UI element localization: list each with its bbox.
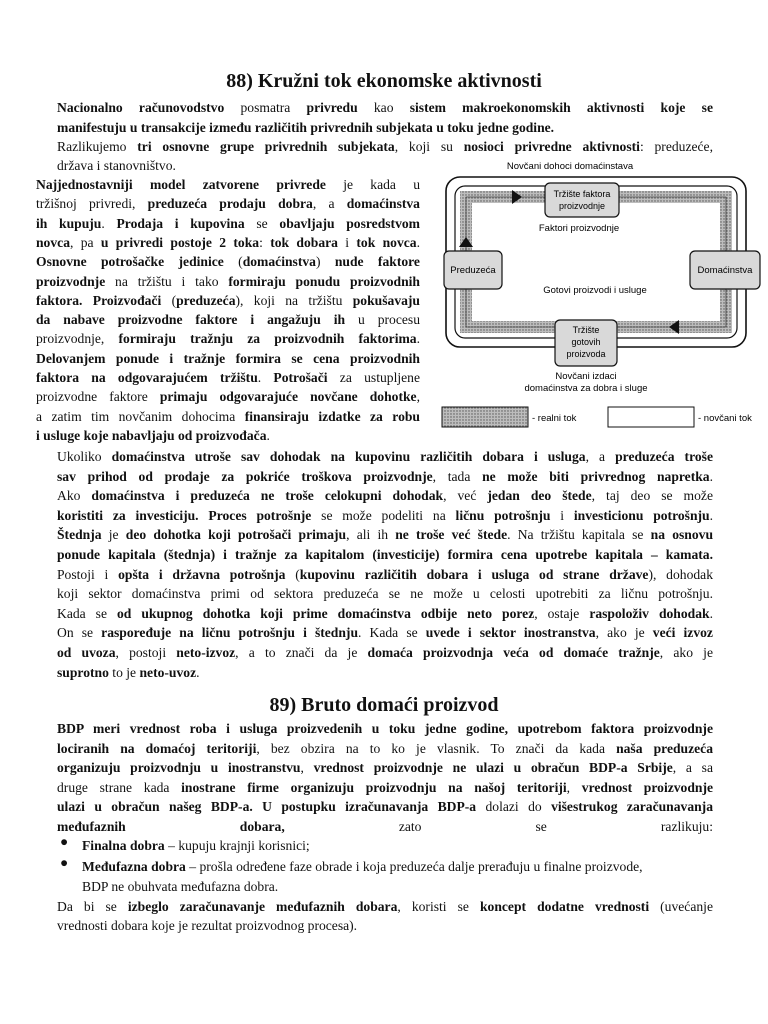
text-run: uvede i sektor inostranstva bbox=[425, 625, 596, 641]
text-run: na osnovu bbox=[650, 527, 714, 543]
text-run: ( bbox=[161, 292, 177, 308]
body-89-line bbox=[57, 739, 713, 759]
text-run: finansiraju izdatke za robu bbox=[244, 408, 420, 424]
text-run: , tada bbox=[432, 468, 483, 484]
left-col-line bbox=[36, 407, 420, 427]
left-col-line bbox=[36, 349, 420, 369]
text-run: investicionu potrošnju bbox=[573, 507, 710, 523]
text-run: ( bbox=[285, 566, 300, 582]
text-run: , bbox=[416, 389, 420, 405]
text-run: tok dobara bbox=[270, 234, 338, 250]
closing-line-1 bbox=[57, 897, 713, 917]
body-88-line bbox=[57, 604, 713, 624]
body-89-line bbox=[57, 778, 713, 798]
legend-money-label: - novčani tok bbox=[698, 413, 752, 424]
text-run: preduzeća troše bbox=[615, 449, 713, 464]
text-run: dolazi do bbox=[476, 799, 552, 814]
text-run: za ustupljene bbox=[327, 370, 420, 385]
text-run: međufaznih dobara, bbox=[57, 818, 285, 834]
left-col-line bbox=[36, 214, 420, 234]
text-run: višestrukog zaračunavanja bbox=[551, 799, 713, 814]
text-run: raspoređuje na ličnu potrošnju i štednju bbox=[101, 625, 359, 641]
text-run: BDP meri vrednost roba i usluga proizvedenih u toku jedne godine, upotrebom faktora proizvodnje bbox=[57, 721, 713, 736]
body-88-line bbox=[57, 486, 713, 506]
text-run: . bbox=[709, 605, 713, 621]
text-run: koji sektor domaćinstva primi od sektora preduzeća se ne može u celosti upotrebiti za ličnu potrošnju. bbox=[57, 586, 713, 602]
text-run: Delovanjem ponude i tražnje formira se cena proizvodnih bbox=[36, 350, 420, 366]
text-run: , a sa bbox=[672, 760, 713, 775]
left-col-line bbox=[36, 387, 420, 407]
goods-market-label-2: gotovih bbox=[571, 337, 601, 347]
text-run: lociranih na domaćoj teritoriji bbox=[57, 740, 257, 756]
text-run: kao bbox=[357, 100, 410, 115]
text-run: Prodaja i kupovina bbox=[116, 215, 245, 231]
text-run: organizuju proizvodnju u inostranstvu bbox=[57, 760, 301, 775]
text-run: manifestuju u transakcije između različitih privrednih subjekata u toku jedne godine. bbox=[57, 120, 555, 135]
factor-market-label-1: Tržište faktora bbox=[553, 189, 611, 199]
text-run: . bbox=[709, 507, 714, 523]
text-run: , koji su bbox=[394, 139, 464, 154]
text-run: ličnu potrošnju bbox=[455, 507, 551, 523]
text-run: , a bbox=[312, 196, 347, 212]
text-run: Međufazna dobra bbox=[82, 859, 186, 874]
left-col-line bbox=[36, 175, 420, 195]
text-run: to je bbox=[108, 664, 140, 680]
text-run: u privredi postoje 2 toka bbox=[100, 234, 260, 250]
text-run: suprotno bbox=[57, 664, 109, 680]
body-89-line bbox=[57, 817, 713, 837]
text-run: , ako je bbox=[595, 625, 653, 641]
text-run: preduzeća prodaju dobra bbox=[147, 196, 313, 212]
goods-market-label-3: proizvoda bbox=[566, 349, 606, 359]
text-run: Nacionalno računovodstvo bbox=[57, 100, 225, 115]
text-run: tržišnoj privredi, bbox=[36, 196, 148, 212]
text-run: ne troše već štede bbox=[395, 527, 508, 543]
text-run: privredu bbox=[306, 100, 358, 115]
text-run: obavljaju posredstvom bbox=[279, 215, 420, 231]
text-run: ih kupuju bbox=[36, 215, 102, 231]
text-run: nosioci privredne aktivnosti bbox=[463, 139, 640, 154]
text-run: , bez obzira na to ko je vlasnik. To znači da kada bbox=[256, 740, 617, 756]
text-run: . bbox=[101, 215, 117, 231]
text-run: preduzeća bbox=[176, 292, 236, 308]
text-run: , ako je bbox=[659, 645, 713, 660]
diagram-top-label: Novčani dohoci domaćinstava bbox=[506, 161, 634, 172]
text-run: sistem makroekonomskih aktivnosti koje se bbox=[409, 100, 713, 115]
text-run: . bbox=[196, 664, 200, 680]
text-run: Razlikujemo bbox=[57, 139, 138, 154]
text-run: naša preduzeća bbox=[616, 740, 713, 756]
text-run: ), koji na tržištu bbox=[235, 292, 353, 308]
text-run: deo dohotka koji potrošači primaju bbox=[125, 527, 347, 543]
text-run: , koristi se bbox=[397, 899, 480, 914]
text-run: od ukupnog dohotka koji prime domaćinstva odbije neto porez bbox=[116, 605, 535, 621]
text-run: raspoloživ dohodak bbox=[589, 605, 710, 621]
text-run: faktora na odgovarajućem tržištu bbox=[36, 370, 258, 385]
text-run: ), dohodak bbox=[648, 566, 713, 582]
text-run: domaćinstva utroše sav dohodak na kupovinu različitih dobara i usluga bbox=[111, 449, 586, 464]
text-run: sav prihod od prodaje za pokriće troškova proizvodnje bbox=[57, 468, 433, 484]
text-run: od uvoza bbox=[57, 645, 116, 660]
text-run: tok novca bbox=[356, 234, 417, 250]
text-run: , a bbox=[585, 449, 616, 464]
text-run: jedan deo štede bbox=[487, 488, 592, 504]
text-run: , već bbox=[443, 488, 488, 504]
bullet-icon: ● bbox=[60, 834, 69, 849]
text-run: koristiti za investiciju. Proces potrošnje bbox=[57, 507, 312, 523]
left-col-line bbox=[36, 194, 420, 214]
body-88-line bbox=[57, 506, 713, 526]
text-run: Ukoliko bbox=[57, 449, 112, 464]
legend-real-swatch bbox=[442, 407, 528, 427]
households-label: Domaćinstva bbox=[697, 265, 753, 276]
left-col-line bbox=[36, 291, 420, 311]
text-run: Štednja bbox=[57, 527, 102, 543]
body-88-line bbox=[57, 447, 713, 467]
text-run: ( bbox=[223, 254, 243, 270]
body-88-line bbox=[57, 565, 713, 585]
closing-line-2: vrednosti dobara koje je rezultat proizvodnog procesa). bbox=[57, 918, 358, 933]
text-run: . Kada se bbox=[358, 625, 426, 641]
text-run: proizvodne faktore bbox=[36, 389, 160, 405]
text-run: proizvodnje bbox=[36, 273, 106, 289]
intro-line-3 bbox=[57, 137, 713, 157]
text-run: na tržištu i tako bbox=[105, 273, 229, 289]
text-run: , postoji bbox=[115, 645, 177, 660]
text-run: , bbox=[566, 779, 582, 795]
body-88-line bbox=[57, 525, 713, 545]
text-run: domaćinstva i preduzeća ne troše celokupni dohodak bbox=[91, 488, 444, 504]
text-run: nude faktore bbox=[334, 254, 420, 270]
text-run: inostrane firme organizuju proizvodnju na našoj teritoriji bbox=[181, 779, 567, 795]
text-run: vrednost proizvodnje ne ulazi u obračun BDP-a Srbije bbox=[313, 760, 673, 775]
factors-label: Faktori proizvodnje bbox=[538, 223, 620, 234]
bottom-label-2: domaćinstva za dobra i sluge bbox=[524, 383, 648, 394]
text-run: veći izvoz bbox=[652, 625, 713, 641]
body-89-line bbox=[57, 719, 713, 739]
text-run: , a to znači da je bbox=[235, 645, 368, 660]
text-run: . bbox=[416, 331, 421, 347]
text-run: država i stanovništvo. bbox=[57, 158, 176, 173]
text-run: ponude kapitala (štednja) i tražnje za kapitalom (investicije) formira cena upotrebe kapitala – kamata. bbox=[57, 547, 713, 562]
body-88-line bbox=[57, 467, 713, 487]
text-run: , ali ih bbox=[346, 527, 396, 543]
text-run: zato se razlikuju: bbox=[284, 818, 713, 834]
text-run: ) bbox=[315, 254, 335, 270]
text-run: , ostaje bbox=[534, 605, 590, 621]
bullet-2 bbox=[82, 857, 643, 877]
body-88-line bbox=[57, 663, 713, 683]
text-run: kupovinu različitih dobara i usluga od strane države bbox=[299, 566, 649, 582]
body-88-line bbox=[57, 584, 713, 604]
body-88-line bbox=[57, 623, 713, 643]
text-run: u procesu bbox=[345, 312, 420, 328]
left-col-line bbox=[36, 252, 420, 272]
text-run: Potrošači bbox=[273, 370, 328, 385]
text-run: izbeglo zaračunavanje međufaznih dobara bbox=[127, 899, 398, 914]
text-run: domaćinstva bbox=[346, 196, 420, 212]
text-run: ne može biti privrednog napretka bbox=[482, 468, 710, 484]
left-col-line bbox=[36, 329, 420, 349]
text-run: i usluge koje nabavljaju od proizvođača bbox=[36, 427, 267, 443]
intro-line-1 bbox=[57, 98, 713, 118]
bullet-2-continuation: BDP ne obuhvata međufazna dobra. bbox=[82, 879, 279, 894]
text-run: da nabave proizvodne faktore i angažuju ih bbox=[36, 312, 346, 328]
text-run: – prošla određene faze obrade i koja preduzeća dalje prerađuju u finalne proizvode, bbox=[185, 859, 643, 874]
text-run: Kada se bbox=[57, 605, 117, 621]
text-run: . bbox=[257, 370, 274, 385]
text-run: opšta i državna potrošnja bbox=[118, 566, 286, 582]
text-run: , pa bbox=[69, 234, 101, 250]
text-run: Da bi se bbox=[57, 899, 128, 914]
body-88-line bbox=[57, 545, 713, 565]
text-run: Najjednostavniji model zatvorene privrede bbox=[36, 177, 326, 192]
text-run: neto-uvoz bbox=[139, 664, 197, 680]
text-run: i bbox=[337, 234, 357, 250]
goods-label: Gotovi proizvodi i usluge bbox=[543, 285, 647, 296]
text-run: druge strane kada bbox=[57, 779, 182, 795]
text-run: Postoji i bbox=[57, 566, 119, 582]
body-89-line bbox=[57, 758, 713, 778]
text-run: (uvećanje bbox=[649, 899, 713, 914]
text-run: posmatra bbox=[224, 100, 307, 115]
factor-market-label-2: proizvodnje bbox=[558, 201, 606, 211]
text-run: domaća proizvodnja veća od domaće tražnje bbox=[367, 645, 660, 660]
text-run: . bbox=[416, 234, 420, 250]
text-run: se može podeliti na bbox=[311, 507, 456, 523]
text-run: – kupuju krajnji korisnici; bbox=[164, 838, 310, 853]
text-run: faktora. Proizvođači bbox=[36, 292, 162, 308]
body-89-line bbox=[57, 797, 713, 817]
intro-line-2 bbox=[57, 118, 554, 138]
legend-money-swatch bbox=[608, 407, 694, 427]
firms-label: Preduzeća bbox=[450, 265, 496, 276]
goods-market-label-1: Tržište bbox=[572, 325, 600, 335]
text-run: . bbox=[266, 427, 270, 443]
text-run: je kada u bbox=[325, 177, 420, 192]
text-run: i bbox=[550, 507, 574, 523]
section-88-title: 88) Kružni tok ekonomske aktivnosti bbox=[226, 70, 542, 92]
left-col-line bbox=[36, 426, 420, 446]
text-run: formiraju tražnju za proizvodnih faktorima bbox=[118, 331, 417, 347]
circular-flow-diagram bbox=[438, 155, 768, 435]
legend-real-label: - realni tok bbox=[532, 413, 577, 424]
text-run: neto-izvoz bbox=[176, 645, 236, 660]
body-88-line bbox=[57, 643, 713, 663]
text-run: tri osnovne grupe privrednih subjekata bbox=[137, 139, 395, 154]
text-run: On se bbox=[57, 625, 102, 641]
text-run: novca bbox=[36, 234, 70, 250]
text-run: , bbox=[300, 760, 314, 775]
bottom-label-1: Novčani izdaci bbox=[555, 371, 617, 382]
text-run: vrednost proizvodnje bbox=[581, 779, 714, 795]
text-run: domaćinstva bbox=[242, 254, 316, 270]
left-col-line bbox=[36, 272, 420, 292]
text-run: Osnovne potrošačke jedinice bbox=[36, 254, 224, 270]
text-run: formiraju ponudu proizvodnih bbox=[228, 273, 420, 289]
text-run: . Na tržištu kapitala se bbox=[507, 527, 651, 543]
text-run: : bbox=[259, 234, 271, 250]
text-run: , taj deo se može bbox=[591, 488, 713, 504]
text-run: je bbox=[101, 527, 126, 543]
text-run: . bbox=[709, 468, 713, 484]
left-col-line bbox=[36, 233, 420, 253]
text-run: primaju odgovarajuće novčane dohotke bbox=[159, 389, 417, 405]
text-run: proizvodnje, bbox=[36, 331, 119, 347]
left-col-line bbox=[36, 310, 420, 330]
text-run: Finalna dobra bbox=[82, 838, 165, 853]
text-run: a zatim tim novčanim dohocima bbox=[36, 408, 245, 424]
text-run: Ako bbox=[57, 488, 92, 504]
text-run: koncept dodatne vrednosti bbox=[479, 899, 650, 914]
text-run: ulazi u obračun našeg BDP-a. U postupku izračunavanja BDP-a bbox=[57, 799, 477, 814]
section-89-title: 89) Bruto domaći proizvod bbox=[269, 694, 499, 716]
text-run: se bbox=[244, 215, 280, 231]
intro-line-4 bbox=[57, 156, 176, 176]
text-run: pokušavaju bbox=[352, 292, 420, 308]
bullet-icon: ● bbox=[60, 855, 69, 870]
text-run: : preduzeće, bbox=[639, 139, 713, 154]
bullet-1 bbox=[82, 836, 310, 856]
left-col-line bbox=[36, 368, 420, 388]
